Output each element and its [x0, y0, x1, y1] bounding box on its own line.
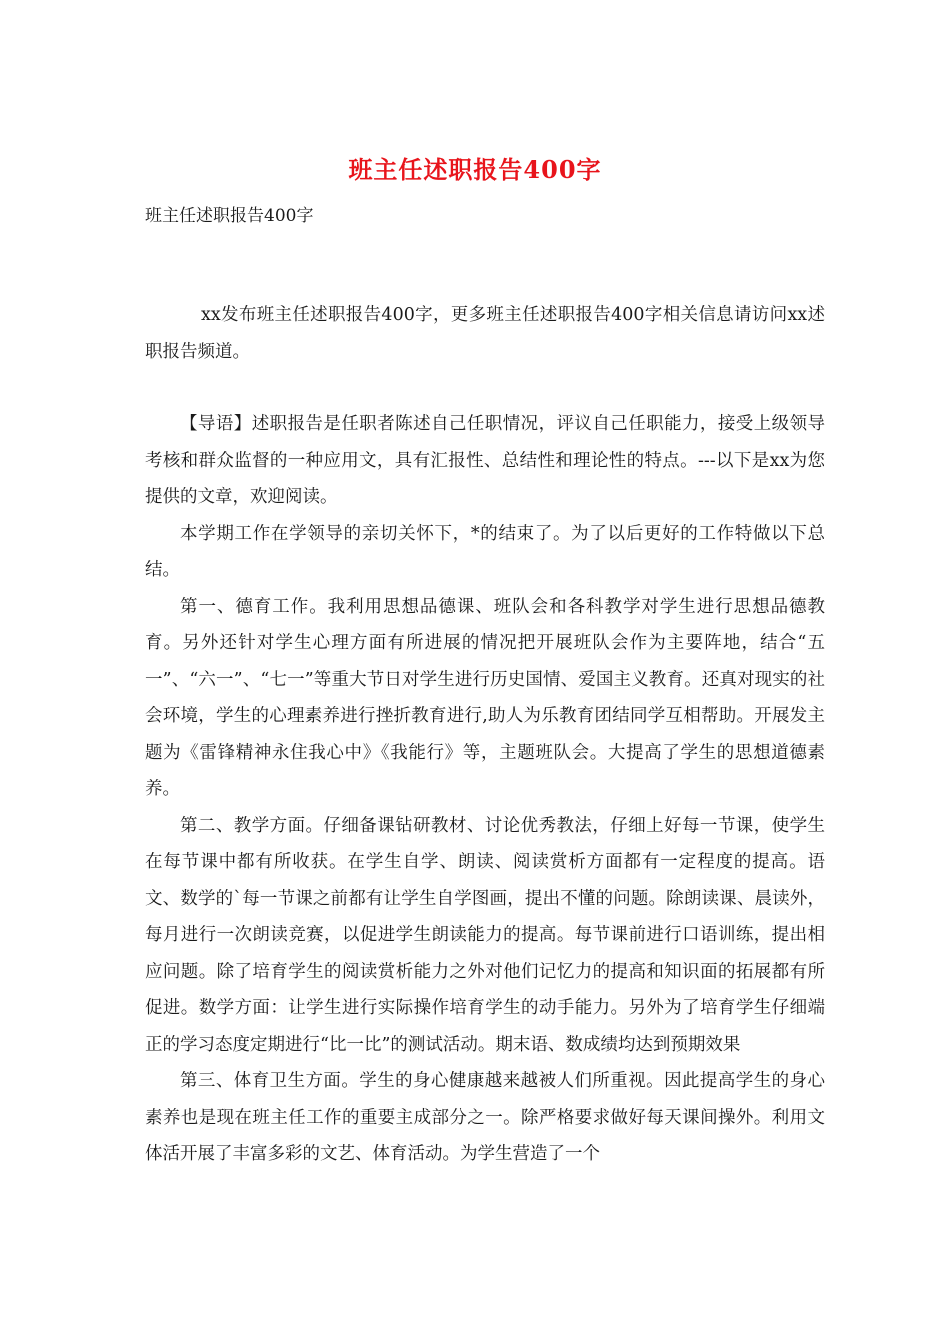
lead-paragraph: 【导语】述职报告是任职者陈述自己任职情况，评议自己任职能力，接受上级领导考核和群众监督的一种应用文，具有汇报性、总结性和理论性的特点。---以下是xx为您提供的文章，欢迎阅读。 — [145, 414, 825, 507]
document-body — [145, 297, 825, 1173]
body-paragraph: 本学期工作在学领导的亲切关怀下，*的结束了。为了以后更好的工作特做以下总结。 — [145, 523, 825, 580]
document-subtitle: 班主任述职报告400字 — [145, 206, 314, 226]
body-paragraph: 第二、教学方面。仔细备课钻研教材、讨论优秀教法，仔细上好每一节课，使学生在每节课中都有所收获。在学生自学、朗读、阅读赏析方面都有一定程度的提高。语文、数学的`每一节课之前都有让学生自学图画，提出不懂的问题。除朗读课、晨读外，每月进行一次朗读竞赛，以促进学生朗读能力的提高。每节课前进行口语训练，提出相应问题。除了培育学生的阅读赏析能力之外对他们记忆力的提高和知识面的拓展都有所促进。数学方面：让学生进行实际操作培育学生的动手能力。另外为了培育学生仔细端正的学习态度定期进行“比一比”的测试活动。期末语、数成绩均达到预期效果 — [145, 815, 825, 1055]
body-paragraph: 第一、德育工作。我利用思想品德课、班队会和各科教学对学生进行思想品德教育。另外还针对学生心理方面有所进展的情况把开展班队会作为主要阵地，结合“五一”、“六一”、“七一”等重大节日对学生进行历史国情、爱国主义教育。还真对现实的社会环境，学生的心理素养进行挫折教育进行,助人为乐教育团结同学互相帮助。开展发主题为《雷锋精神永住我心中》《我能行》等，主题班队会。大提高了学生的思想道德素养。 — [145, 596, 825, 799]
body-paragraph: 第三、体育卫生方面。学生的身心健康越来越被人们所重视。因此提高学生的身心素养也是现在班主任工作的重要主成部分之一。除严格要求做好每天课间操外。利用文体活开展了丰富多彩的文艺、体育活动。为学生营造了一个 — [145, 1071, 825, 1164]
document-title: 班主任述职报告400字 — [348, 155, 602, 184]
intro-paragraph: xx发布班主任述职报告400字，更多班主任述职报告400字相关信息请访问xx述职报告频道。 — [145, 305, 825, 362]
